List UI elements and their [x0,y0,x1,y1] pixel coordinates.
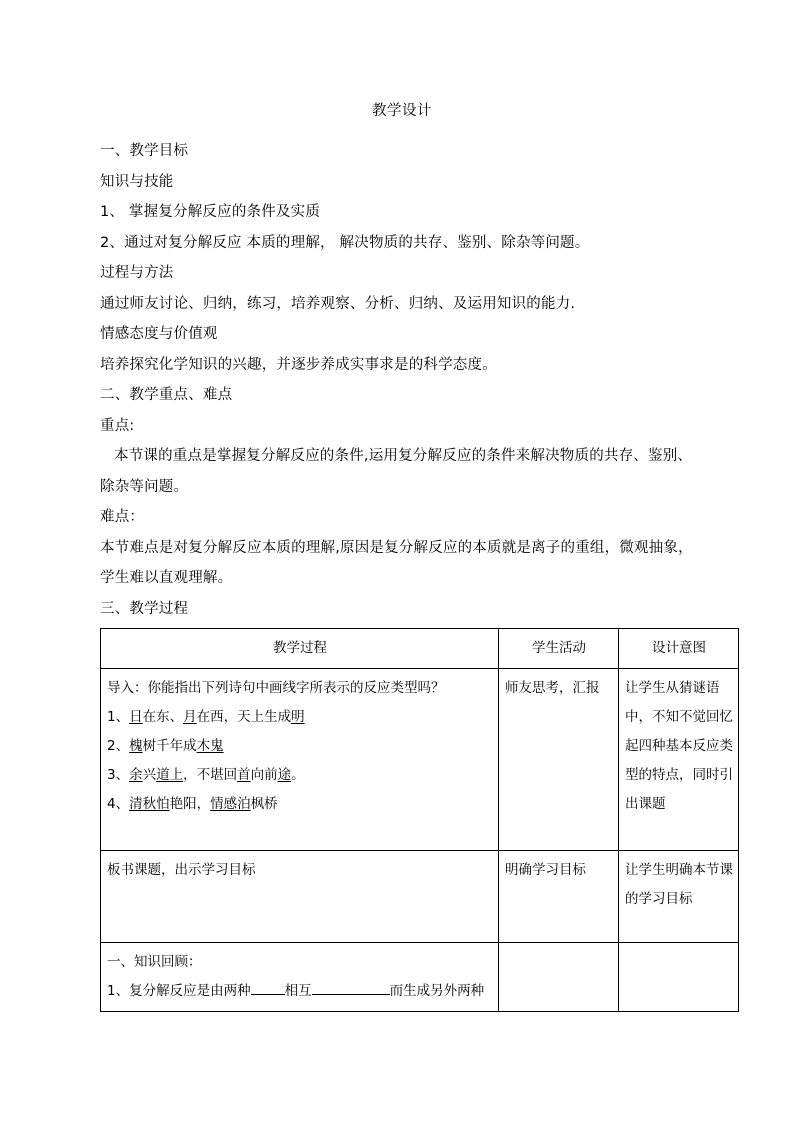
cell-process-3 [101,943,499,1012]
cell-activity-2: 明确学习目标 [499,851,619,943]
lesson-plan-table [100,628,739,1012]
poem-1-underlined-a: 日 [129,709,143,725]
table-header-row [101,629,739,669]
section-key-label: 重点: [100,417,135,434]
section-difficult-label: 难点： [100,509,145,525]
poem-1-underlined-c: 月 [183,709,197,725]
cell-process-2: 板书课题，出示学习目标 [101,851,499,943]
poem-4-number: 4、 [107,796,130,812]
lesson-plan-table-wrapper [100,628,733,1012]
section-objectives-heading: 一、教学目标 [100,143,189,159]
blank-short [251,994,285,995]
poem-line-4 [107,790,493,819]
poem-1-underlined-e: 明 [291,709,305,725]
poem-3-number: 3、 [107,767,130,783]
blank-question-text-a: 1、复分解反应是由两种 [107,983,251,999]
blank-question-text-b: 相互 [284,983,312,999]
review-heading: 一、知识回顾： [107,954,202,970]
cell-activity-3 [499,943,619,1012]
poem-3-underlined-g: 途 [277,767,292,783]
section-objective-1: 1、 掌握复分解反应的条件及实质 [100,204,321,220]
section-attitude-value-heading: 情感态度与价值观 [100,326,218,342]
poem-1-number: 1、 [107,709,130,725]
table-row [101,851,739,943]
cell-intent-3 [619,943,739,1012]
poem-line-3 [107,761,493,790]
poem-4-underlined-a: 清秋怕 [129,796,170,812]
cell-activity-1: 师友思考，汇报 [499,669,619,851]
section-teaching-process-heading: 三、教学过程 [100,600,189,617]
blank-question-text-c: 而生成另外两种 [389,983,485,999]
poem-3-text-h: 。 [291,767,305,783]
intro-question: 导入：你能指出下列诗句中画线字所表示的反应类型吗？ [107,680,445,696]
table-row [101,943,739,1012]
poem-2-text-b: 树千年成 [142,738,197,754]
poem-3-text-b: 兴 [142,767,157,783]
section-knowledge-skill-heading: 知识与技能 [100,173,174,190]
table-row [101,669,739,851]
poem-1-text-b: 在东、 [142,709,184,725]
cell-intent-2: 让学生明确本节课的学习目标 [619,851,739,943]
poem-2-number: 2、 [107,738,130,754]
fill-in-blank-question [107,977,493,1006]
poem-3-text-d: ，不堪回 [183,767,238,783]
section-key-difficult-heading: 二、教学重点、难点 [100,387,233,403]
poem-3-underlined-a: 余 [129,767,143,783]
page-title: 教学设计 [372,103,432,119]
column-header-intent: 设计意图 [619,629,739,669]
section-objective-2: 2、通过对复分解反应 本质的理解， 解决物质的共存、鉴别、除杂等问题。 [100,234,590,251]
section-process-method-body: 通过师友讨论、归纳，练习，培养观察、分析、归纳、及运用知识的能力. [100,295,576,312]
poem-2-underlined-c: 木鬼 [196,738,224,754]
poem-4-underlined-c: 情感泊 [210,796,251,812]
cell-process-intro [101,669,499,851]
poem-1-text-d: 在西，天上生成 [196,709,292,725]
section-key-body: 本节课的重点是掌握复分解反应的条件,运用复分解反应的条件来解决物质的共存、鉴别、除杂等问题。 [100,448,693,495]
column-header-process: 教学过程 [101,629,499,669]
poem-4-text-b: 艳阳， [169,796,211,812]
blank-long [312,994,390,995]
section-attitude-value-body: 培养探究化学知识的兴趣，并逐步养成实事求是的科学态度。 [100,356,497,373]
poem-2-underlined-a: 槐 [129,738,143,754]
cell-intent-1: 让学生从猜谜语中，不知不觉回忆起四种基本反应类型的特点，同时引出课题 [619,669,739,851]
section-difficult-body: 本节难点是对复分解反应本质的理解,原因是复分解反应的本质就是离子的重组，微观抽象，学生难以直观理解。 [100,539,693,586]
section-process-method-heading: 过程与方法 [100,265,174,281]
poem-3-underlined-c: 道上 [156,767,184,783]
poem-line-2 [107,732,493,761]
column-header-activity: 学生活动 [499,629,619,669]
poem-3-text-f: 向前 [250,767,278,783]
poem-4-text-d: 枫桥 [250,796,278,812]
poem-line-1 [107,703,493,732]
poem-3-underlined-e: 首 [237,767,251,783]
